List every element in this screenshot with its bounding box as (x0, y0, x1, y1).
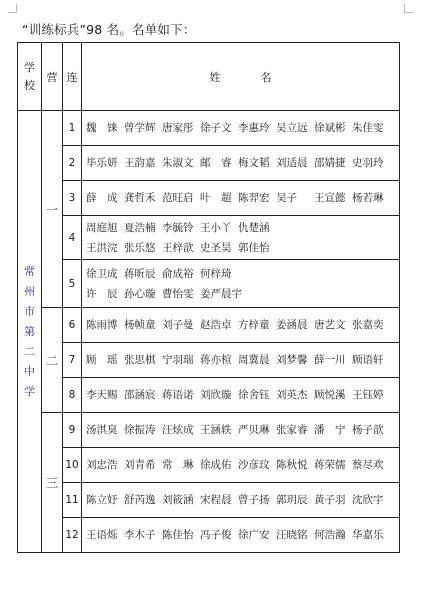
student-name: 刘适晨 (276, 157, 308, 169)
table-row (18, 216, 400, 260)
names-cell (82, 483, 400, 518)
table-row (18, 378, 400, 413)
student-name: 孙心璇 (124, 287, 156, 300)
names-cell (82, 260, 400, 308)
student-name: 蒋语诺 (162, 389, 194, 401)
class-number-cell: 9 (63, 413, 82, 448)
names-line (86, 350, 399, 370)
student-name: 宁羽瑞 (162, 354, 194, 366)
student-name: 仇楚涵 (238, 221, 270, 234)
student-name: 蒋荣儒 (314, 459, 346, 471)
document-heading: “训练标兵”98 名。名单如下： (22, 22, 196, 37)
names-line (86, 238, 399, 258)
student-name: 王钰婷 (352, 389, 384, 401)
student-name: 李惠玲 (238, 122, 270, 134)
class-number-cell: 5 (63, 260, 82, 308)
student-name: 顾悦溪 (314, 389, 346, 401)
table-row (18, 146, 400, 181)
class-number-cell: 11 (63, 483, 82, 518)
names-line (86, 284, 399, 304)
student-name: 徐斌彬 (314, 122, 346, 134)
student-name: 刘青希 (124, 459, 156, 471)
student-name: 汪晓铭 (276, 529, 308, 541)
student-name: 薛一川 (314, 354, 346, 366)
student-name: 刘子曼 (162, 319, 194, 331)
student-name: 顾 瑶 (86, 354, 118, 366)
table-row (18, 111, 400, 146)
student-name: 陈羿宏 (238, 192, 270, 204)
student-name: 蒋亦楦 (200, 354, 232, 366)
student-name: 华嘉乐 (352, 529, 384, 541)
student-name: 徐舍钰 (238, 389, 270, 401)
student-name: 黄子羽 (314, 494, 346, 506)
student-name: 邮 睿 (200, 157, 232, 169)
student-name: 蒋昕辰 (124, 267, 156, 280)
class-number-cell: 12 (63, 518, 82, 553)
header-class: 连 (63, 43, 82, 111)
student-name: 许 辰 (86, 287, 118, 300)
student-name: 何浩瀚 (314, 529, 346, 541)
student-name: 徐成佑 (200, 459, 232, 471)
student-name: 蔡尽欢 (352, 459, 384, 471)
school-name-char: 中 (24, 364, 35, 378)
student-name: 方梓童 (238, 319, 270, 331)
table-row (18, 343, 400, 378)
page-corner-mark-right (404, 4, 413, 13)
names-line (86, 218, 399, 238)
student-name: 范旺启 (162, 192, 194, 204)
student-name: 朱佳雯 (352, 122, 384, 134)
student-name: 周庭旭 (86, 221, 118, 234)
student-name: 汤淇臭 (86, 424, 118, 436)
school-name-char: 州 (24, 284, 35, 298)
class-number-cell: 8 (63, 378, 82, 413)
student-name: 李木子 (124, 529, 156, 541)
student-name: 曹怡雯 (162, 287, 194, 300)
student-name: 徐振涛 (124, 424, 156, 436)
student-name: 汪炫成 (162, 424, 194, 436)
student-name: 周冀晨 (238, 354, 270, 366)
table-row (18, 260, 400, 308)
student-name: 徐卫成 (86, 267, 118, 280)
student-name: 顾语轩 (352, 354, 384, 366)
student-name: 宋程晨 (200, 494, 232, 506)
student-name: 姜涵晨 (276, 319, 308, 331)
class-number-cell: 6 (63, 308, 82, 343)
student-name: 常 琳 (162, 459, 194, 471)
names-line (86, 490, 399, 510)
student-name: 刘忠浩 (86, 459, 118, 471)
student-name: 刘欣璇 (200, 389, 232, 401)
student-name: 毕乐妍 (86, 157, 118, 169)
table-row (18, 181, 400, 216)
student-name: 夏浩楠 (124, 221, 156, 234)
table-row (18, 483, 400, 518)
roster-table (17, 42, 400, 553)
school-name-char: 学 (24, 384, 35, 398)
school-name-cell (18, 111, 42, 553)
class-number-cell: 4 (63, 216, 82, 260)
student-name: 刘英杰 (276, 389, 308, 401)
names-line (86, 455, 399, 475)
school-name-char: 第 (24, 324, 35, 338)
student-name: 沈欣宇 (352, 494, 384, 506)
student-name: 赵浩卓 (200, 319, 232, 331)
names-line (86, 118, 399, 138)
student-name: 俞成裕 (162, 267, 194, 280)
class-number-cell: 3 (63, 181, 82, 216)
student-name: 刘筱涵 (162, 494, 194, 506)
school-name-char: 常 (24, 264, 35, 278)
student-name: 何梓琦 (200, 267, 232, 280)
student-name: 王小丫 (200, 221, 232, 234)
header-school (18, 43, 42, 111)
student-name: 杨子歆 (352, 424, 384, 436)
student-name: 李毓铃 (162, 221, 194, 234)
names-line (86, 188, 399, 208)
header-grade: 营 (42, 43, 63, 111)
names-line (86, 315, 399, 335)
student-name: 王韵嘉 (124, 157, 156, 169)
student-name: 龚哲禾 (124, 192, 156, 204)
class-number-cell: 1 (63, 111, 82, 146)
names-cell (82, 216, 400, 260)
header-names-char: 姓 (209, 70, 221, 84)
names-cell (82, 343, 400, 378)
student-name: 郭佳怡 (238, 241, 270, 254)
names-cell (82, 448, 400, 483)
grade-cell: 二 (42, 308, 63, 413)
student-name: 王语烁 (86, 529, 118, 541)
student-name: 陈秋悦 (276, 459, 308, 471)
student-name: 王梓歆 (162, 241, 194, 254)
names-line (86, 420, 399, 440)
header-names-char: 名 (260, 70, 272, 84)
names-cell (82, 378, 400, 413)
student-name: 张思棋 (124, 354, 156, 366)
student-name: 邵涵宸 (124, 389, 156, 401)
student-name: 薛 成 (86, 192, 118, 204)
student-name: 陈雨博 (86, 319, 118, 331)
table-row (18, 448, 400, 483)
student-name: 曾学辉 (124, 122, 156, 134)
student-name: 杨帧童 (124, 319, 156, 331)
student-name: 张乐悠 (124, 241, 156, 254)
student-name: 邵婧捷 (314, 157, 346, 169)
names-cell (82, 518, 400, 553)
student-name: 陈立妤 (86, 494, 118, 506)
student-name: 严贝琳 (238, 424, 270, 436)
header-school-char: 校 (24, 78, 35, 92)
student-name: 刘梦馨 (276, 354, 308, 366)
student-name: 唐艺文 (314, 319, 346, 331)
student-name: 徐子文 (200, 122, 232, 134)
class-number-cell: 10 (63, 448, 82, 483)
student-name: 吴立远 (276, 122, 308, 134)
header-names (82, 43, 400, 111)
header-school-char: 学 (24, 60, 35, 74)
student-name: 朱淑文 (162, 157, 194, 169)
student-name: 姜严晨宇 (200, 287, 242, 300)
grade-cell: 一 (42, 111, 63, 308)
student-name: 陈佳怡 (162, 529, 194, 541)
grade-cell: 三 (42, 413, 63, 553)
student-name: 张嘉奕 (352, 319, 384, 331)
table-row (18, 518, 400, 553)
student-name: 曾子扬 (238, 494, 270, 506)
student-name: 李天赐 (86, 389, 118, 401)
student-name: 冯子俊 (200, 529, 232, 541)
student-name: 叶 超 (200, 192, 232, 204)
names-cell (82, 111, 400, 146)
names-cell (82, 308, 400, 343)
names-line (86, 153, 399, 173)
student-name: 郭玥辰 (276, 494, 308, 506)
student-name: 王洪浣 (86, 241, 118, 254)
student-name: 吴子 (276, 192, 297, 204)
student-name: 史羽玲 (352, 157, 384, 169)
student-name: 梅文韬 (238, 157, 270, 169)
student-name: 唐家彤 (162, 122, 194, 134)
student-name: 魏 铼 (86, 122, 118, 134)
names-line (86, 264, 399, 284)
names-cell (82, 181, 400, 216)
school-name-char: 二 (24, 344, 35, 358)
page-corner-mark-left (8, 4, 17, 13)
names-cell (82, 413, 400, 448)
student-name: 张家睿 (276, 424, 308, 436)
table-row (18, 308, 400, 343)
class-number-cell: 7 (63, 343, 82, 378)
roster-table-body (18, 43, 400, 553)
student-name: 杨若琳 (352, 192, 384, 204)
names-line (86, 525, 399, 545)
student-name: 舒芮逸 (124, 494, 156, 506)
table-row (18, 413, 400, 448)
student-name: 潘 宁 (314, 424, 346, 436)
names-cell (82, 146, 400, 181)
class-number-cell: 2 (63, 146, 82, 181)
names-line (86, 385, 399, 405)
student-name: 王宣懿 (314, 192, 346, 204)
school-name-char: 市 (24, 304, 35, 318)
student-name: 王涵轶 (200, 424, 232, 436)
student-name: 沙彦玟 (238, 459, 270, 471)
table-header-row (18, 43, 400, 111)
student-name: 徐广安 (238, 529, 270, 541)
student-name: 史圣昊 (200, 241, 232, 254)
